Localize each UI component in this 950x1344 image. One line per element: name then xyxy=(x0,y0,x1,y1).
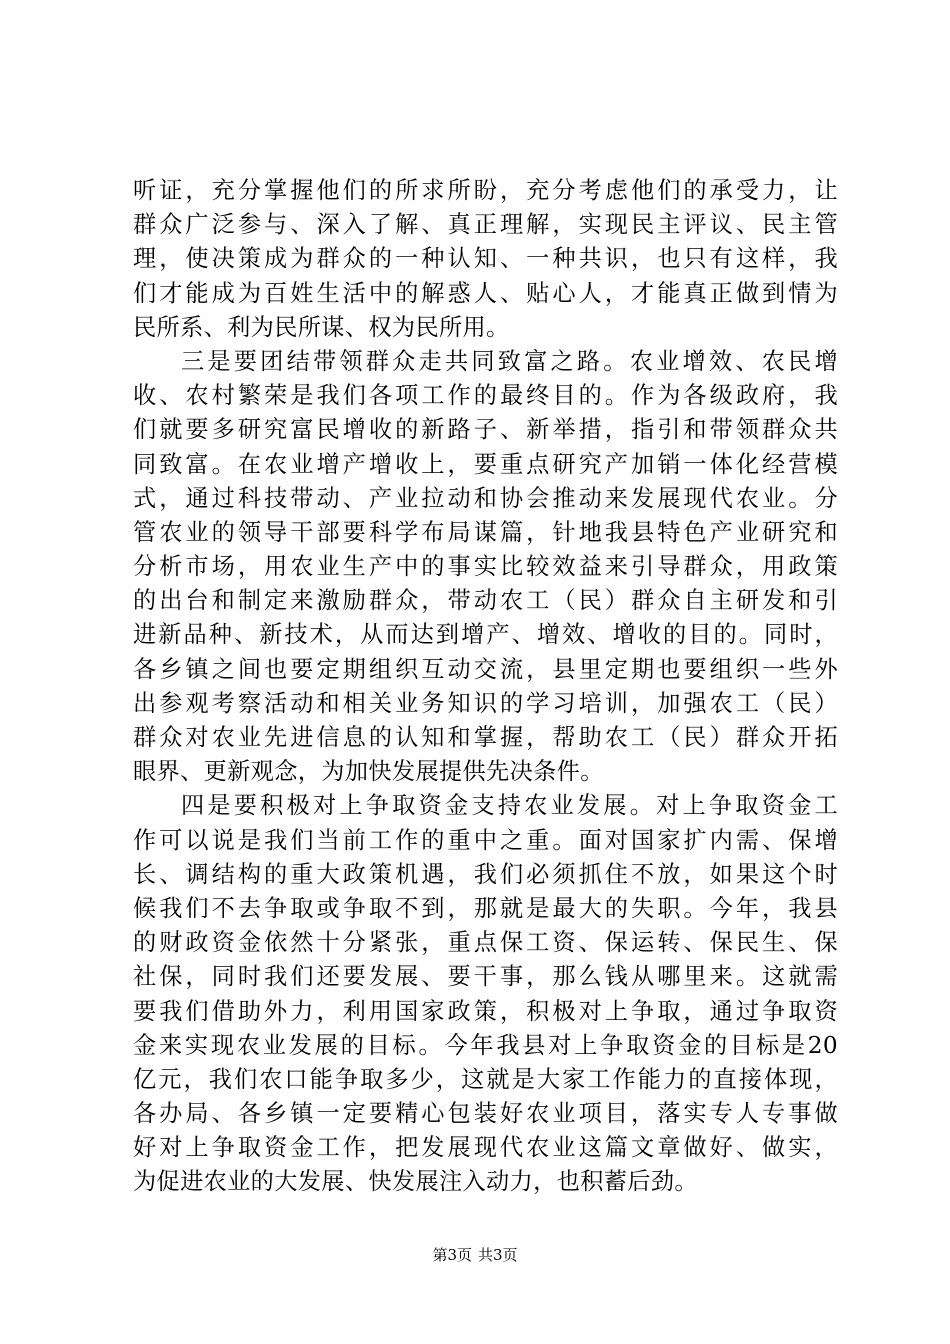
text-line: 各乡镇之间也要定期组织互动交流，县里定期也要组织一些外 xyxy=(133,655,838,683)
paragraph-start-line: 三是要团结带领群众走共同致富之路。农业增效、农民增 xyxy=(181,347,838,375)
text-line: 各办局、各乡镇一定要精心包装好农业项目，落实专人专事做 xyxy=(133,1100,838,1128)
text-line: 亿元，我们农口能争取多少，这就是大家工作能力的直接体现， xyxy=(133,1065,838,1093)
text-line: 出参观考察活动和相关业务知识的学习培训，加强农工（民） xyxy=(133,689,838,717)
text-line: 候我们不去争取或争取不到，那就是最大的失职。今年，我县 xyxy=(133,894,838,922)
text-line: 听证，充分掌握他们的所求所盼，充分考虑他们的承受力，让 xyxy=(133,177,838,204)
text-line: 眼界、更新观念，为加快发展提供先决条件。 xyxy=(133,758,604,786)
text-line: 民所系、利为民所谋、权为民所用。 xyxy=(133,313,510,341)
text-line: 收、农村繁荣是我们各项工作的最终目的。作为各级政府，我 xyxy=(133,382,838,410)
text-line: 为促进农业的大发展、快发展注入动力，也积蓄后劲。 xyxy=(133,1168,698,1196)
text-line: 的财政资金依然十分紧张，重点保工资、保运转、保民生、保 xyxy=(133,929,838,957)
text-line: 长、调结构的重大政策机遇，我们必须抓住不放，如果这个时 xyxy=(133,860,838,888)
text-line: 的出台和制定来激励群众，带动农工（民）群众自主研发和引 xyxy=(133,587,838,615)
text-line: 社保，同时我们还要发展、要干事，那么钱从哪里来。这就需 xyxy=(133,963,838,991)
text-line: 管农业的领导干部要科学布局谋篇，针地我县特色产业研究和 xyxy=(133,518,838,546)
text-line: 理，使决策成为群众的一种认知、一种共识，也只有这样，我 xyxy=(133,245,838,273)
paragraph-start-line: 四是要积极对上争取资金支持农业发展。对上争取资金工 xyxy=(181,792,838,820)
page-footer xyxy=(0,1245,950,1265)
text-line: 作可以说是我们当前工作的重中之重。面对国家扩内需、保增 xyxy=(133,826,838,854)
text-line: 们才能成为百姓生活中的解惑人、贴心人，才能真正做到情为 xyxy=(133,279,838,307)
text-line: 们就要多研究富民增收的新路子、新举措，指引和带领群众共 xyxy=(133,416,838,444)
text-line: 群众对农业先进信息的认知和掌握，帮助农工（民）群众开拓 xyxy=(133,724,838,751)
text-line: 要我们借助外力，利用国家政策，积极对上争取，通过争取资 xyxy=(133,997,838,1025)
text-line: 群众广泛参与、深入了解、真正理解，实现民主评议、民主管 xyxy=(133,211,838,239)
text-line: 式，通过科技带动、产业拉动和协会推动来发展现代农业。分 xyxy=(133,484,838,512)
text-line: 金来实现农业发展的目标。今年我县对上争取资金的目标是20 xyxy=(133,1031,838,1059)
page-number: 第3页 xyxy=(432,1246,472,1264)
text-line: 分析市场，用农业生产中的事实比较效益来引导群众，用政策 xyxy=(133,553,838,581)
text-line: 好对上争取资金工作，把发展现代农业这篇文章做好、做实， xyxy=(133,1134,838,1162)
text-line: 同致富。在农业增产增收上，要重点研究产加销一体化经营模 xyxy=(133,450,838,478)
page-total: 共3页 xyxy=(478,1246,518,1264)
text-line: 进新品种、新技术，从而达到增产、增效、增收的目的。同时， xyxy=(133,621,838,649)
body-text xyxy=(133,174,838,1200)
